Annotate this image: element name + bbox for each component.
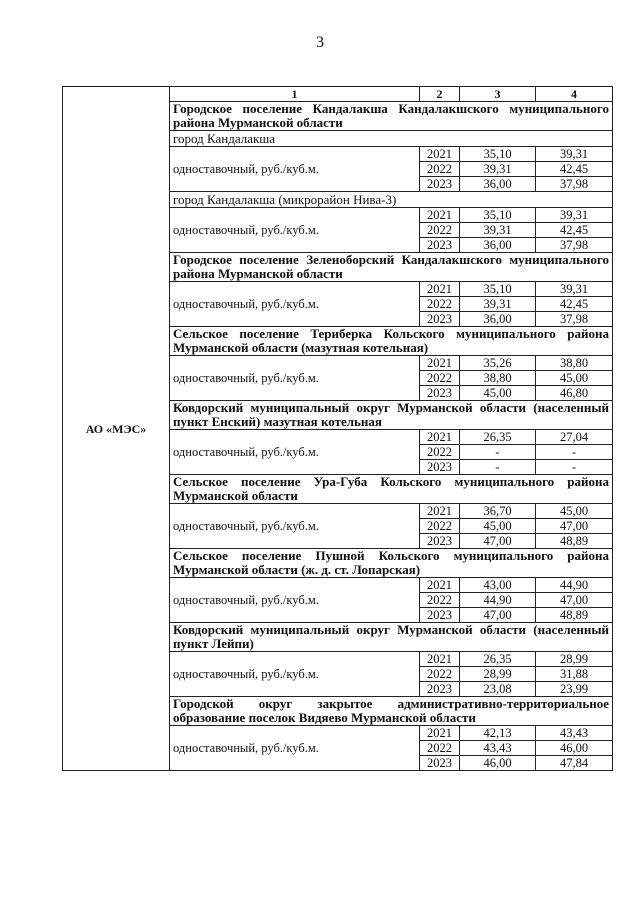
tariff-value-second-half: 38,80 <box>536 356 613 371</box>
tariff-value-first-half: 35,10 <box>460 208 536 223</box>
area-title: Сельское поселение Пушной Кольского муниципального района Мурманской области (ж. д. ст. Лопарская) <box>170 549 613 578</box>
tariff-value-second-half: 43,43 <box>536 726 613 741</box>
year-cell: 2023 <box>420 682 460 697</box>
locality-title: город Кандалакша <box>170 131 613 147</box>
tariff-value-first-half: 26,35 <box>460 430 536 445</box>
year-cell: 2022 <box>420 445 460 460</box>
tariff-type-label: одноставочный, руб./куб.м. <box>170 726 420 771</box>
table-header-row <box>63 87 613 102</box>
tariff-value-first-half: 36,00 <box>460 177 536 192</box>
header-col-1: 1 <box>170 87 420 102</box>
tariff-value-first-half: 42,13 <box>460 726 536 741</box>
year-cell: 2022 <box>420 371 460 386</box>
tariff-value-first-half: 43,00 <box>460 578 536 593</box>
year-cell: 2021 <box>420 504 460 519</box>
tariff-value-first-half: 47,00 <box>460 608 536 623</box>
tariff-value-second-half: 37,98 <box>536 177 613 192</box>
year-cell: 2021 <box>420 652 460 667</box>
tariff-value-first-half: - <box>460 460 536 475</box>
tariff-value-second-half: 39,31 <box>536 282 613 297</box>
tariff-value-second-half: 47,00 <box>536 519 613 534</box>
tariff-value-second-half: 23,99 <box>536 682 613 697</box>
tariff-value-first-half: 35,10 <box>460 147 536 162</box>
tariff-type-label: одноставочный, руб./куб.м. <box>170 652 420 697</box>
tariff-value-second-half: 45,00 <box>536 371 613 386</box>
tariff-type-label: одноставочный, руб./куб.м. <box>170 282 420 327</box>
year-cell: 2021 <box>420 430 460 445</box>
tariff-value-second-half: 37,98 <box>536 238 613 253</box>
year-cell: 2021 <box>420 726 460 741</box>
year-cell: 2022 <box>420 667 460 682</box>
tariff-value-first-half: 35,26 <box>460 356 536 371</box>
area-title: Городское поселение Кандалакша Кандалакшского муниципального района Мурманской области <box>170 102 613 131</box>
tariff-type-label: одноставочный, руб./куб.м. <box>170 356 420 401</box>
header-col-3: 3 <box>460 87 536 102</box>
tariff-value-second-half: 39,31 <box>536 208 613 223</box>
area-title: Городской округ закрытое административно-территориальное образование поселок Видяево Мурманской области <box>170 697 613 726</box>
tariff-value-first-half: 38,80 <box>460 371 536 386</box>
tariff-value-first-half: 36,00 <box>460 238 536 253</box>
header-col-2: 2 <box>420 87 460 102</box>
year-cell: 2023 <box>420 756 460 771</box>
tariff-value-second-half: 46,80 <box>536 386 613 401</box>
tariff-value-first-half: 36,70 <box>460 504 536 519</box>
tariff-value-first-half: 46,00 <box>460 756 536 771</box>
tariff-value-second-half: 45,00 <box>536 504 613 519</box>
tariff-value-first-half: 39,31 <box>460 297 536 312</box>
tariff-value-second-half: 39,31 <box>536 147 613 162</box>
tariff-value-first-half: 44,90 <box>460 593 536 608</box>
tariff-value-first-half: 39,31 <box>460 162 536 177</box>
year-cell: 2021 <box>420 282 460 297</box>
year-cell: 2021 <box>420 356 460 371</box>
year-cell: 2022 <box>420 297 460 312</box>
organization-cell: АО «МЭС» <box>63 87 170 771</box>
tariff-value-second-half: 47,84 <box>536 756 613 771</box>
tariff-value-first-half: 39,31 <box>460 223 536 238</box>
year-cell: 2023 <box>420 386 460 401</box>
tariff-type-label: одноставочный, руб./куб.м. <box>170 578 420 623</box>
tariff-value-first-half: 36,00 <box>460 312 536 327</box>
area-title: Сельское поселение Териберка Кольского муниципального района Мурманской области (мазутная котельная) <box>170 327 613 356</box>
tariff-value-first-half: 45,00 <box>460 386 536 401</box>
tariff-type-label: одноставочный, руб./куб.м. <box>170 147 420 192</box>
tariff-value-first-half: 23,08 <box>460 682 536 697</box>
tariff-value-second-half: - <box>536 460 613 475</box>
tariff-value-second-half: 48,89 <box>536 534 613 549</box>
locality-title: город Кандалакша (микрорайон Нива-3) <box>170 192 613 208</box>
year-cell: 2023 <box>420 534 460 549</box>
tariff-value-first-half: 28,99 <box>460 667 536 682</box>
tariff-value-first-half: 35,10 <box>460 282 536 297</box>
tariff-value-second-half: - <box>536 445 613 460</box>
year-cell: 2023 <box>420 177 460 192</box>
tariff-value-second-half: 42,45 <box>536 297 613 312</box>
tariff-table <box>62 86 613 771</box>
tariff-value-second-half: 27,04 <box>536 430 613 445</box>
year-cell: 2022 <box>420 223 460 238</box>
year-cell: 2021 <box>420 578 460 593</box>
year-cell: 2023 <box>420 608 460 623</box>
area-title: Ковдорский муниципальный округ Мурманской области (населенный пункт Енский) мазутная котельная <box>170 401 613 430</box>
year-cell: 2021 <box>420 208 460 223</box>
year-cell: 2023 <box>420 238 460 253</box>
tariff-value-first-half: 45,00 <box>460 519 536 534</box>
year-cell: 2022 <box>420 162 460 177</box>
tariff-value-second-half: 37,98 <box>536 312 613 327</box>
tariff-value-second-half: 42,45 <box>536 223 613 238</box>
tariff-value-first-half: - <box>460 445 536 460</box>
tariff-value-first-half: 26,35 <box>460 652 536 667</box>
tariff-value-second-half: 31,88 <box>536 667 613 682</box>
tariff-value-first-half: 47,00 <box>460 534 536 549</box>
tariff-value-second-half: 46,00 <box>536 741 613 756</box>
year-cell: 2022 <box>420 741 460 756</box>
tariff-value-second-half: 42,45 <box>536 162 613 177</box>
year-cell: 2023 <box>420 460 460 475</box>
tariff-value-first-half: 43,43 <box>460 741 536 756</box>
area-title: Ковдорский муниципальный округ Мурманской области (населенный пункт Лейпи) <box>170 623 613 652</box>
tariff-value-second-half: 28,99 <box>536 652 613 667</box>
year-cell: 2023 <box>420 312 460 327</box>
area-title: Городское поселение Зеленоборский Кандалакшского муниципального района Мурманской области <box>170 253 613 282</box>
tariff-type-label: одноставочный, руб./куб.м. <box>170 504 420 549</box>
tariff-value-second-half: 44,90 <box>536 578 613 593</box>
tariff-type-label: одноставочный, руб./куб.м. <box>170 430 420 475</box>
area-title: Сельское поселение Ура-Губа Кольского муниципального района Мурманской области <box>170 475 613 504</box>
header-col-4: 4 <box>536 87 613 102</box>
tariff-type-label: одноставочный, руб./куб.м. <box>170 208 420 253</box>
year-cell: 2022 <box>420 593 460 608</box>
year-cell: 2022 <box>420 519 460 534</box>
year-cell: 2021 <box>420 147 460 162</box>
tariff-value-second-half: 48,89 <box>536 608 613 623</box>
page-number: 3 <box>316 34 324 51</box>
tariff-value-second-half: 47,00 <box>536 593 613 608</box>
